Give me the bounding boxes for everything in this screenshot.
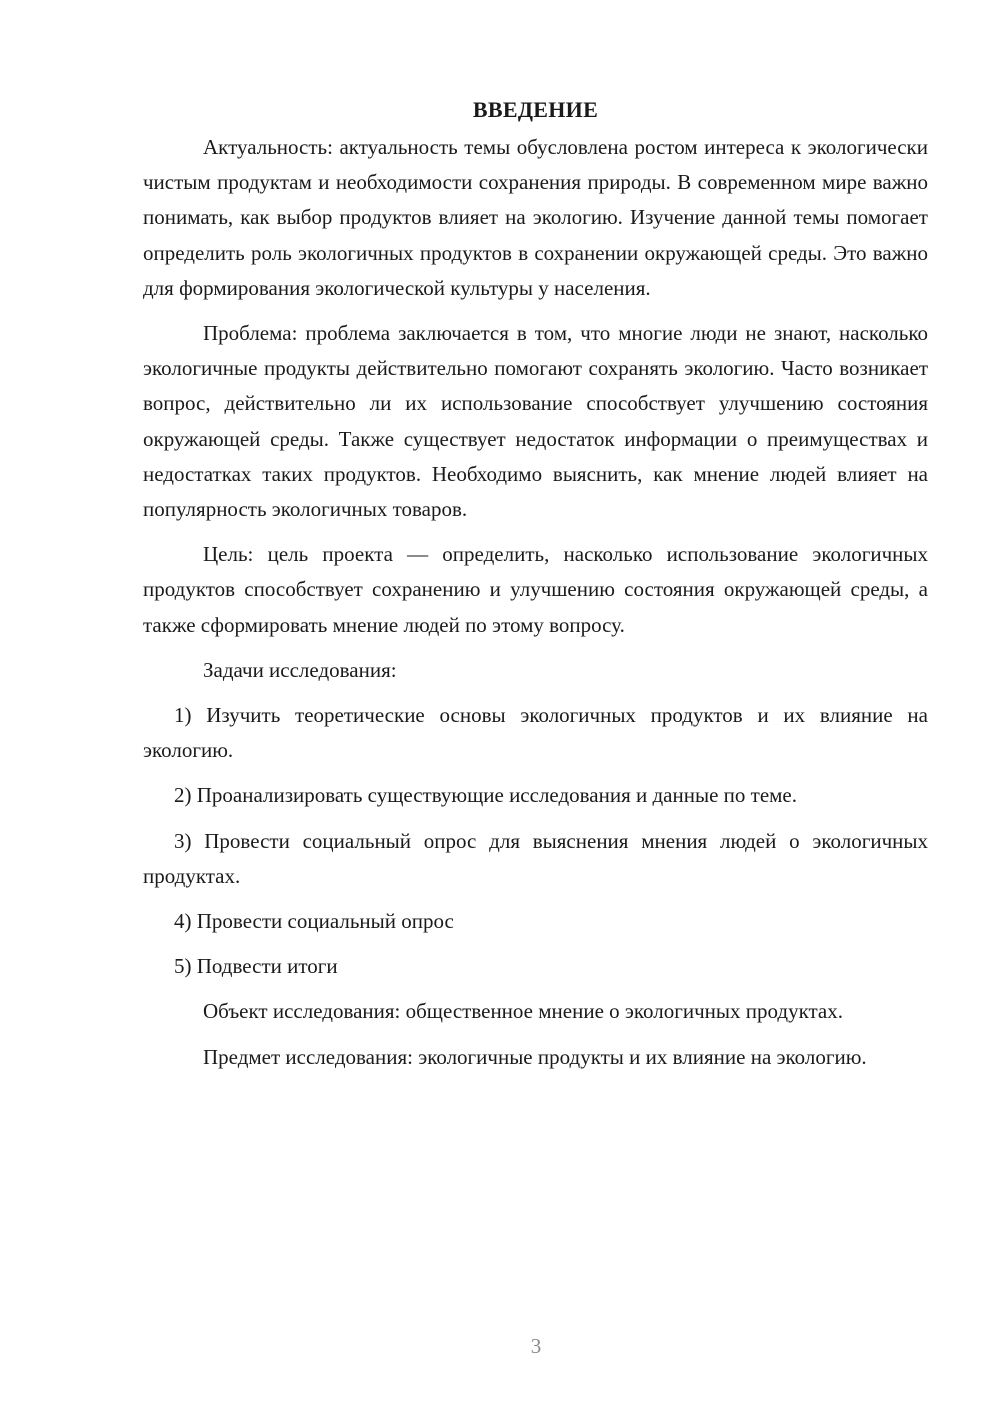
page-number: 3: [530, 1334, 542, 1358]
problem-paragraph: Проблема: проблема заключается в том, что многие люди не знают, насколько экологичные продукты действительно помогают сохранять экологию. Часто возникает вопрос, действительно ли их использование способствует улучшению состояния окружающей среды. Также существует недостаток информации о преимуществах и недостатках таких продуктов. Необходимо выяснить, как мнение людей влияет на популярность экологичных товаров.: [143, 321, 928, 522]
document-page: [143, 92, 928, 1085]
task-item-1: 1) Изучить теоретические основы экологичных продуктов и их влияние на экологию.: [143, 703, 928, 763]
research-object-paragraph: Объект исследования: общественное мнение о экологичных продуктах.: [203, 999, 843, 1024]
task-item-2: 2) Проанализировать существующие исследования и данные по теме.: [174, 783, 797, 808]
section-title: ВВЕДЕНИЕ: [472, 97, 599, 122]
research-subject-paragraph: Предмет исследования: экологичные продукты и их влияние на экологию.: [203, 1044, 867, 1069]
task-item-3: 3) Провести социальный опрос для выяснения мнения людей о экологичных продуктах.: [143, 828, 928, 888]
relevance-paragraph: Актуальность: актуальность темы обусловлена ростом интереса к экологически чистым продуктам и необходимости сохранения природы. В современном мире важно понимать, как выбор продуктов влияет на экологию. Изучение данной темы помогает определить роль экологичных продуктов в сохранении окружающей среды. Это важно для формирования экологической культуры у населения.: [143, 135, 928, 300]
tasks-heading: Задачи исследования:: [203, 657, 397, 682]
task-item-4: 4) Провести социальный опрос: [174, 909, 454, 934]
goal-paragraph: Цель: цель проекта — определить, насколько использование экологичных продуктов способствует сохранению и улучшению состояния окружающей среды, а также сформировать мнение людей по этому вопросу.: [143, 542, 928, 637]
task-item-5: 5) Подвести итоги: [174, 954, 338, 979]
